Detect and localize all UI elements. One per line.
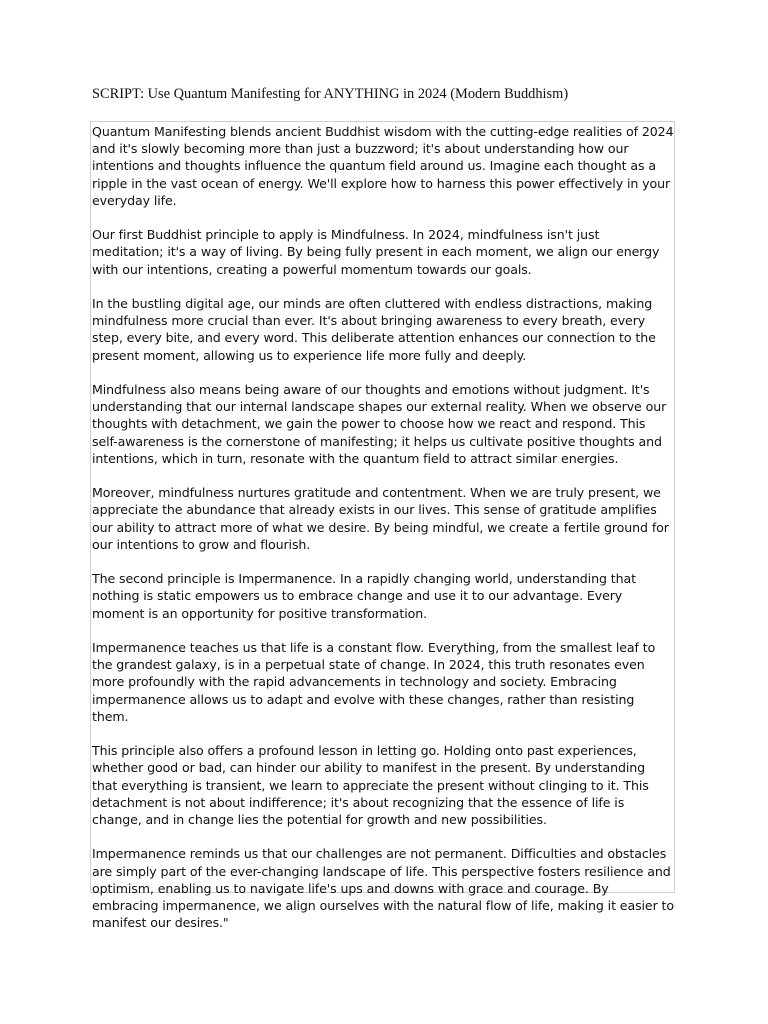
paragraph-mindfulness-principle: Our first Buddhist principle to apply is Mindfulness. In 2024, mindfulness isn't just meditation; it's a way of living. By being fully present in each moment, we align our energy with our intentions, creating a powerful momentum towards our goals. — [92, 227, 660, 277]
document-title: SCRIPT: Use Quantum Manifesting for ANYTHING in 2024 (Modern Buddhism) — [92, 86, 569, 102]
paragraph-letting-go: This principle also offers a profound lesson in letting go. Holding onto past experiences, whether good or bad, can hinder our ability to manifest in the present. By understanding that everything is transient, we learn to appreciate the present without clinging to it. This detachment is not about indifference; it's about recognizing that the essence of life is change, and in change lies the potential for growth and new possibilities. — [92, 743, 649, 828]
paragraph-gratitude: Moreover, mindfulness nurtures gratitude and contentment. When we are truly present, we appreciate the abundance that already exists in our lives. This sense of gratitude amplifies our ability to attract more of what we desire. By being mindful, we create a fertile ground for our intentions to grow and flourish. — [92, 485, 669, 552]
paragraph-thoughts-emotions: Mindfulness also means being aware of our thoughts and emotions without judgment. It's understanding that our internal landscape shapes our external reality. When we observe our thoughts with detachment, we gain the power to choose how we react and respond. This self-awareness is the cornerstone of manifesting; it helps us cultivate positive thoughts and intentions, which in turn, resonate with the quantum field to attract similar energies. — [92, 382, 667, 466]
paragraph-impermanence-principle: The second principle is Impermanence. In a rapidly changing world, understanding that nothing is static empowers us to embrace change and use it to our advantage. Every moment is an opportunity for positive transformation. — [92, 571, 636, 621]
paragraph-constant-flow: Impermanence teaches us that life is a constant flow. Everything, from the smallest leaf to the grandest galaxy, is in a perpetual state of change. In 2024, this truth resonates even more profoundly with the rapid advancements in technology and society. Embracing impermanence allows us to adapt and evolve with these changes, rather than resisting them. — [92, 640, 656, 724]
paragraph-challenges: Impermanence reminds us that our challenges are not permanent. Difficulties and obstacles are simply part of the ever-changing landscape of life. This perspective fosters resilience and optimism, enabling us to navigate life's ups and downs with grace and courage. By embracing impermanence, we align ourselves with the natural flow of life, making it easier to manifest our desires." — [92, 846, 675, 931]
paragraph-intro: Quantum Manifesting blends ancient Buddhist wisdom with the cutting-edge realities of 2024 and it's slowly becoming more than just a buzzword; it's about understanding how our intentions and thoughts influence the quantum field around us. Imagine each thought as a ripple in the vast ocean of energy. We'll explore how to harness this power effectively in your everyday life. — [92, 124, 674, 208]
script-text-box — [90, 121, 675, 931]
paragraph-digital-age: In the bustling digital age, our minds are often cluttered with endless distractions, making mindfulness more crucial than ever. It's about bringing awareness to every breath, every step, every bite, and every word. This deliberate attention enhances our connection to the present moment, allowing us to experience life more fully and deeply. — [92, 296, 656, 363]
